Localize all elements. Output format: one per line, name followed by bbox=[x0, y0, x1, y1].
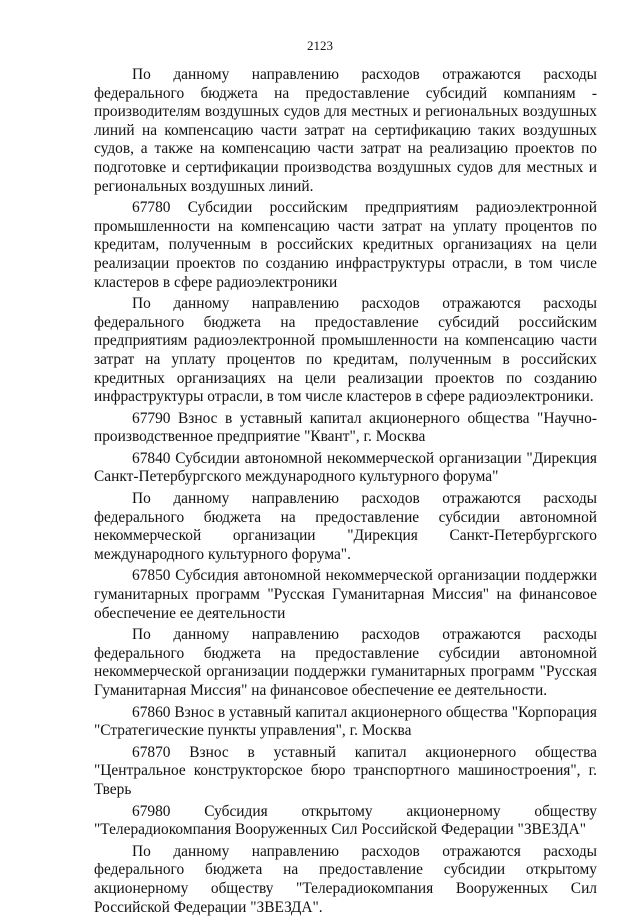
paragraph-67780-heading: 67780 Субсидии российским предприятиям радиоэлектронной промышленности на компенсацию части затрат на уплату процентов по кредитам, полученным в российских кредитных организациях на цели реализации проектов по созданию инфраструктуры отрасли, в том числе кластеров в сфере радиоэлектроники bbox=[94, 199, 597, 291]
paragraph-67860-heading: 67860 Взнос в уставный капитал акционерного общества "Корпорация "Стратегические пункты управления", г. Москва bbox=[94, 703, 597, 740]
paragraph-67870-heading: 67870 Взнос в уставный капитал акционерного общества "Центральное конструкторское бюро транспортного машиностроения", г. Тверь bbox=[94, 743, 597, 798]
paragraph-67980-heading: 67980 Субсидия открытому акционерному обществу "Телерадиокомпания Вооруженных Сил Российской Федерации "ЗВЕЗДА" bbox=[94, 802, 597, 839]
paragraph-67840-heading: 67840 Субсидии автономной некоммерческой организации "Дирекция Санкт-Петербургского международного культурного форума" bbox=[94, 449, 597, 486]
paragraph-67840-description: По данному направлению расходов отражаются расходы федерального бюджета на предоставление субсидии автономной некоммерческой организации "Дирекция Санкт-Петербургского международного культурного форума". bbox=[94, 490, 597, 563]
paragraph-67980-description: По данному направлению расходов отражаются расходы федерального бюджета на предоставление субсидии открытому акционерному обществу "Телерадиокомпания Вооруженных Сил Российской Федерации "ЗВЕЗДА". bbox=[94, 842, 597, 916]
paragraph-67850-heading: 67850 Субсидия автономной некоммерческой организации поддержки гуманитарных программ "Русская Гуманитарная Миссия" на финансовое обеспечение ее деятельности bbox=[94, 567, 597, 622]
paragraph-67850-description: По данному направлению расходов отражаются расходы федерального бюджета на предоставление субсидии автономной некоммерческой организации поддержки гуманитарных программ "Русская Гуманитарная Миссия" на финансовое обеспечение ее деятельности. bbox=[94, 626, 597, 699]
paragraph-67780-description: По данному направлению расходов отражаются расходы федерального бюджета на предоставление субсидий российским предприятиям радиоэлектронной промышленности на компенсацию части затрат на уплату процентов по кредитам, полученным в российских кредитных организациях на цели реализации проектов по созданию инфраструктуры отрасли, в том числе кластеров в сфере радиоэлектроники. bbox=[94, 295, 597, 406]
document-body bbox=[94, 66, 597, 920]
page-number: 2123 bbox=[307, 38, 333, 53]
paragraph-67790-heading: 67790 Взнос в уставный капитал акционерного общества "Научно-производственное предприятие "Квант", г. Москва bbox=[94, 409, 597, 446]
paragraph-aircraft-subsidy-description: По данному направлению расходов отражаются расходы федерального бюджета на предоставление субсидий компаниям - производителям воздушных судов для местных и региональных воздушных линий на компенсацию части затрат на сертификацию таких воздушных судов, а также на компенсацию части затрат на реализацию проектов по подготовке и сертификации производства воздушных судов для местных и региональных воздушных линий. bbox=[94, 66, 597, 195]
